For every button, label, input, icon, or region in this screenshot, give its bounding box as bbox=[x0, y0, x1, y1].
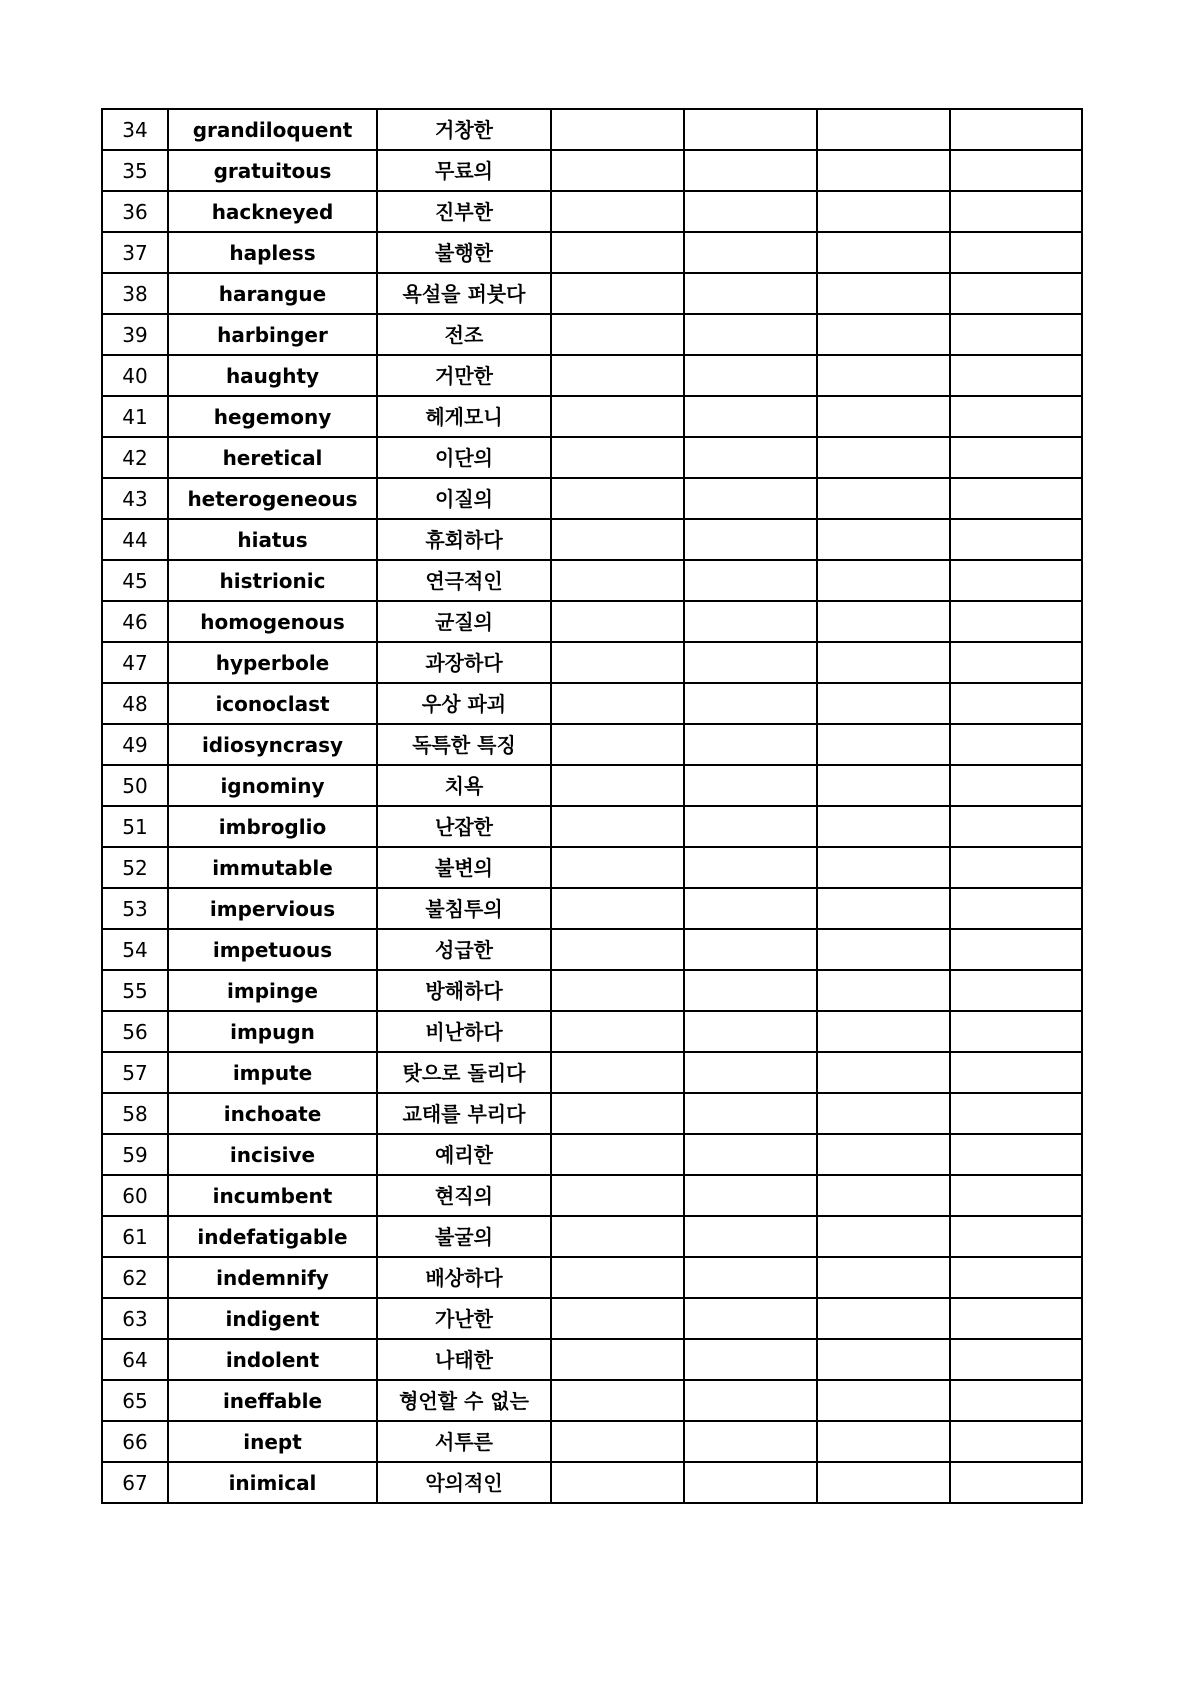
english-word-cell: idiosyncrasy bbox=[168, 724, 377, 765]
blank-practice-cell-2 bbox=[684, 109, 817, 150]
table-row bbox=[102, 1421, 1082, 1462]
table-row bbox=[102, 847, 1082, 888]
english-word-cell: impugn bbox=[168, 1011, 377, 1052]
korean-meaning-cell: 불변의 bbox=[377, 847, 551, 888]
blank-practice-cell-4 bbox=[950, 1462, 1082, 1503]
korean-meaning-cell: 불굴의 bbox=[377, 1216, 551, 1257]
blank-practice-cell-2 bbox=[684, 765, 817, 806]
blank-practice-cell-2 bbox=[684, 888, 817, 929]
blank-practice-cell-1 bbox=[551, 724, 684, 765]
blank-practice-cell-4 bbox=[950, 1011, 1082, 1052]
blank-practice-cell-1 bbox=[551, 1134, 684, 1175]
blank-practice-cell-1 bbox=[551, 314, 684, 355]
blank-practice-cell-1 bbox=[551, 1052, 684, 1093]
korean-meaning-cell: 성급한 bbox=[377, 929, 551, 970]
blank-practice-cell-1 bbox=[551, 1011, 684, 1052]
blank-practice-cell-2 bbox=[684, 1339, 817, 1380]
korean-meaning-cell: 독특한 특징 bbox=[377, 724, 551, 765]
table-row bbox=[102, 1380, 1082, 1421]
row-number-cell: 48 bbox=[102, 683, 168, 724]
korean-meaning-cell: 방해하다 bbox=[377, 970, 551, 1011]
blank-practice-cell-3 bbox=[817, 560, 950, 601]
blank-practice-cell-2 bbox=[684, 929, 817, 970]
korean-meaning-cell: 비난하다 bbox=[377, 1011, 551, 1052]
english-word-cell: homogenous bbox=[168, 601, 377, 642]
english-word-cell: hiatus bbox=[168, 519, 377, 560]
blank-practice-cell-4 bbox=[950, 437, 1082, 478]
row-number-cell: 56 bbox=[102, 1011, 168, 1052]
korean-meaning-cell: 형언할 수 없는 bbox=[377, 1380, 551, 1421]
table-row bbox=[102, 1011, 1082, 1052]
blank-practice-cell-3 bbox=[817, 1216, 950, 1257]
korean-meaning-cell: 균질의 bbox=[377, 601, 551, 642]
vocabulary-table bbox=[101, 108, 1083, 1504]
table-row bbox=[102, 1052, 1082, 1093]
blank-practice-cell-4 bbox=[950, 683, 1082, 724]
row-number-cell: 63 bbox=[102, 1298, 168, 1339]
english-word-cell: imbroglio bbox=[168, 806, 377, 847]
row-number-cell: 44 bbox=[102, 519, 168, 560]
row-number-cell: 45 bbox=[102, 560, 168, 601]
english-word-cell: heterogeneous bbox=[168, 478, 377, 519]
korean-meaning-cell: 연극적인 bbox=[377, 560, 551, 601]
blank-practice-cell-1 bbox=[551, 232, 684, 273]
blank-practice-cell-4 bbox=[950, 1134, 1082, 1175]
row-number-cell: 59 bbox=[102, 1134, 168, 1175]
row-number-cell: 62 bbox=[102, 1257, 168, 1298]
english-word-cell: ineffable bbox=[168, 1380, 377, 1421]
blank-practice-cell-2 bbox=[684, 806, 817, 847]
row-number-cell: 43 bbox=[102, 478, 168, 519]
blank-practice-cell-3 bbox=[817, 396, 950, 437]
row-number-cell: 66 bbox=[102, 1421, 168, 1462]
blank-practice-cell-1 bbox=[551, 601, 684, 642]
english-word-cell: heretical bbox=[168, 437, 377, 478]
blank-practice-cell-2 bbox=[684, 314, 817, 355]
table-row bbox=[102, 1298, 1082, 1339]
blank-practice-cell-3 bbox=[817, 806, 950, 847]
blank-practice-cell-2 bbox=[684, 1175, 817, 1216]
blank-practice-cell-4 bbox=[950, 929, 1082, 970]
row-number-cell: 39 bbox=[102, 314, 168, 355]
english-word-cell: incisive bbox=[168, 1134, 377, 1175]
table-row bbox=[102, 273, 1082, 314]
blank-practice-cell-4 bbox=[950, 1421, 1082, 1462]
blank-practice-cell-4 bbox=[950, 232, 1082, 273]
row-number-cell: 52 bbox=[102, 847, 168, 888]
blank-practice-cell-2 bbox=[684, 150, 817, 191]
table-row bbox=[102, 970, 1082, 1011]
english-word-cell: hackneyed bbox=[168, 191, 377, 232]
blank-practice-cell-4 bbox=[950, 1216, 1082, 1257]
blank-practice-cell-2 bbox=[684, 970, 817, 1011]
table-row bbox=[102, 806, 1082, 847]
blank-practice-cell-2 bbox=[684, 478, 817, 519]
korean-meaning-cell: 치욕 bbox=[377, 765, 551, 806]
korean-meaning-cell: 교태를 부리다 bbox=[377, 1093, 551, 1134]
blank-practice-cell-1 bbox=[551, 888, 684, 929]
blank-practice-cell-2 bbox=[684, 1093, 817, 1134]
korean-meaning-cell: 거창한 bbox=[377, 109, 551, 150]
blank-practice-cell-4 bbox=[950, 314, 1082, 355]
blank-practice-cell-3 bbox=[817, 1462, 950, 1503]
table-row bbox=[102, 1339, 1082, 1380]
blank-practice-cell-1 bbox=[551, 437, 684, 478]
table-row bbox=[102, 601, 1082, 642]
blank-practice-cell-1 bbox=[551, 1298, 684, 1339]
blank-practice-cell-3 bbox=[817, 232, 950, 273]
blank-practice-cell-3 bbox=[817, 1257, 950, 1298]
blank-practice-cell-4 bbox=[950, 1257, 1082, 1298]
korean-meaning-cell: 서투른 bbox=[377, 1421, 551, 1462]
english-word-cell: impetuous bbox=[168, 929, 377, 970]
blank-practice-cell-4 bbox=[950, 150, 1082, 191]
blank-practice-cell-4 bbox=[950, 765, 1082, 806]
table-row bbox=[102, 1093, 1082, 1134]
korean-meaning-cell: 가난한 bbox=[377, 1298, 551, 1339]
blank-practice-cell-1 bbox=[551, 929, 684, 970]
english-word-cell: inept bbox=[168, 1421, 377, 1462]
row-number-cell: 58 bbox=[102, 1093, 168, 1134]
row-number-cell: 34 bbox=[102, 109, 168, 150]
blank-practice-cell-3 bbox=[817, 150, 950, 191]
blank-practice-cell-3 bbox=[817, 273, 950, 314]
table-row bbox=[102, 683, 1082, 724]
korean-meaning-cell: 난잡한 bbox=[377, 806, 551, 847]
blank-practice-cell-2 bbox=[684, 437, 817, 478]
blank-practice-cell-2 bbox=[684, 724, 817, 765]
english-word-cell: iconoclast bbox=[168, 683, 377, 724]
blank-practice-cell-4 bbox=[950, 560, 1082, 601]
blank-practice-cell-2 bbox=[684, 1298, 817, 1339]
blank-practice-cell-3 bbox=[817, 109, 950, 150]
blank-practice-cell-3 bbox=[817, 847, 950, 888]
blank-practice-cell-3 bbox=[817, 1421, 950, 1462]
blank-practice-cell-3 bbox=[817, 1380, 950, 1421]
english-word-cell: harangue bbox=[168, 273, 377, 314]
blank-practice-cell-4 bbox=[950, 806, 1082, 847]
table-row bbox=[102, 355, 1082, 396]
english-word-cell: impute bbox=[168, 1052, 377, 1093]
english-word-cell: histrionic bbox=[168, 560, 377, 601]
blank-practice-cell-1 bbox=[551, 847, 684, 888]
korean-meaning-cell: 우상 파괴 bbox=[377, 683, 551, 724]
blank-practice-cell-1 bbox=[551, 683, 684, 724]
blank-practice-cell-1 bbox=[551, 191, 684, 232]
blank-practice-cell-1 bbox=[551, 1093, 684, 1134]
korean-meaning-cell: 과장하다 bbox=[377, 642, 551, 683]
blank-practice-cell-1 bbox=[551, 1462, 684, 1503]
blank-practice-cell-3 bbox=[817, 683, 950, 724]
blank-practice-cell-1 bbox=[551, 355, 684, 396]
row-number-cell: 64 bbox=[102, 1339, 168, 1380]
blank-practice-cell-1 bbox=[551, 109, 684, 150]
blank-practice-cell-2 bbox=[684, 1257, 817, 1298]
blank-practice-cell-3 bbox=[817, 1298, 950, 1339]
korean-meaning-cell: 예리한 bbox=[377, 1134, 551, 1175]
english-word-cell: ignominy bbox=[168, 765, 377, 806]
blank-practice-cell-3 bbox=[817, 437, 950, 478]
english-word-cell: impinge bbox=[168, 970, 377, 1011]
korean-meaning-cell: 거만한 bbox=[377, 355, 551, 396]
korean-meaning-cell: 진부한 bbox=[377, 191, 551, 232]
blank-practice-cell-2 bbox=[684, 355, 817, 396]
blank-practice-cell-3 bbox=[817, 355, 950, 396]
row-number-cell: 42 bbox=[102, 437, 168, 478]
korean-meaning-cell: 휴회하다 bbox=[377, 519, 551, 560]
row-number-cell: 47 bbox=[102, 642, 168, 683]
english-word-cell: inimical bbox=[168, 1462, 377, 1503]
table-row bbox=[102, 109, 1082, 150]
english-word-cell: incumbent bbox=[168, 1175, 377, 1216]
blank-practice-cell-4 bbox=[950, 970, 1082, 1011]
blank-practice-cell-4 bbox=[950, 1093, 1082, 1134]
blank-practice-cell-1 bbox=[551, 1339, 684, 1380]
english-word-cell: hyperbole bbox=[168, 642, 377, 683]
blank-practice-cell-3 bbox=[817, 929, 950, 970]
english-word-cell: harbinger bbox=[168, 314, 377, 355]
blank-practice-cell-4 bbox=[950, 1175, 1082, 1216]
blank-practice-cell-1 bbox=[551, 478, 684, 519]
vocabulary-table-body bbox=[102, 109, 1082, 1503]
blank-practice-cell-4 bbox=[950, 109, 1082, 150]
blank-practice-cell-1 bbox=[551, 519, 684, 560]
table-row bbox=[102, 1175, 1082, 1216]
blank-practice-cell-3 bbox=[817, 519, 950, 560]
blank-practice-cell-4 bbox=[950, 191, 1082, 232]
blank-practice-cell-3 bbox=[817, 765, 950, 806]
table-row bbox=[102, 560, 1082, 601]
korean-meaning-cell: 불행한 bbox=[377, 232, 551, 273]
table-row bbox=[102, 191, 1082, 232]
english-word-cell: indolent bbox=[168, 1339, 377, 1380]
blank-practice-cell-4 bbox=[950, 724, 1082, 765]
table-row bbox=[102, 437, 1082, 478]
blank-practice-cell-4 bbox=[950, 888, 1082, 929]
blank-practice-cell-1 bbox=[551, 806, 684, 847]
blank-practice-cell-3 bbox=[817, 601, 950, 642]
blank-practice-cell-2 bbox=[684, 519, 817, 560]
english-word-cell: immutable bbox=[168, 847, 377, 888]
blank-practice-cell-1 bbox=[551, 765, 684, 806]
korean-meaning-cell: 무료의 bbox=[377, 150, 551, 191]
row-number-cell: 54 bbox=[102, 929, 168, 970]
table-row bbox=[102, 642, 1082, 683]
blank-practice-cell-4 bbox=[950, 1052, 1082, 1093]
blank-practice-cell-2 bbox=[684, 396, 817, 437]
blank-practice-cell-1 bbox=[551, 396, 684, 437]
korean-meaning-cell: 이질의 bbox=[377, 478, 551, 519]
korean-meaning-cell: 나태한 bbox=[377, 1339, 551, 1380]
table-row bbox=[102, 478, 1082, 519]
english-word-cell: indefatigable bbox=[168, 1216, 377, 1257]
blank-practice-cell-3 bbox=[817, 191, 950, 232]
korean-meaning-cell: 이단의 bbox=[377, 437, 551, 478]
blank-practice-cell-2 bbox=[684, 601, 817, 642]
table-row bbox=[102, 396, 1082, 437]
blank-practice-cell-4 bbox=[950, 1339, 1082, 1380]
table-row bbox=[102, 150, 1082, 191]
blank-practice-cell-3 bbox=[817, 1339, 950, 1380]
english-word-cell: indigent bbox=[168, 1298, 377, 1339]
blank-practice-cell-4 bbox=[950, 1298, 1082, 1339]
row-number-cell: 61 bbox=[102, 1216, 168, 1257]
table-row bbox=[102, 888, 1082, 929]
blank-practice-cell-2 bbox=[684, 683, 817, 724]
english-word-cell: hegemony bbox=[168, 396, 377, 437]
blank-practice-cell-3 bbox=[817, 1175, 950, 1216]
blank-practice-cell-4 bbox=[950, 273, 1082, 314]
blank-practice-cell-2 bbox=[684, 1011, 817, 1052]
blank-practice-cell-3 bbox=[817, 314, 950, 355]
korean-meaning-cell: 욕설을 퍼붓다 bbox=[377, 273, 551, 314]
english-word-cell: hapless bbox=[168, 232, 377, 273]
row-number-cell: 41 bbox=[102, 396, 168, 437]
blank-practice-cell-1 bbox=[551, 970, 684, 1011]
blank-practice-cell-4 bbox=[950, 519, 1082, 560]
row-number-cell: 65 bbox=[102, 1380, 168, 1421]
korean-meaning-cell: 전조 bbox=[377, 314, 551, 355]
english-word-cell: impervious bbox=[168, 888, 377, 929]
row-number-cell: 55 bbox=[102, 970, 168, 1011]
table-row bbox=[102, 929, 1082, 970]
row-number-cell: 50 bbox=[102, 765, 168, 806]
table-row bbox=[102, 1134, 1082, 1175]
row-number-cell: 60 bbox=[102, 1175, 168, 1216]
korean-meaning-cell: 불침투의 bbox=[377, 888, 551, 929]
blank-practice-cell-2 bbox=[684, 560, 817, 601]
row-number-cell: 51 bbox=[102, 806, 168, 847]
table-row bbox=[102, 1257, 1082, 1298]
blank-practice-cell-3 bbox=[817, 1011, 950, 1052]
blank-practice-cell-1 bbox=[551, 1175, 684, 1216]
table-row bbox=[102, 1216, 1082, 1257]
blank-practice-cell-1 bbox=[551, 560, 684, 601]
table-row bbox=[102, 314, 1082, 355]
table-row bbox=[102, 1462, 1082, 1503]
blank-practice-cell-4 bbox=[950, 1380, 1082, 1421]
korean-meaning-cell: 현직의 bbox=[377, 1175, 551, 1216]
blank-practice-cell-4 bbox=[950, 642, 1082, 683]
korean-meaning-cell: 헤게모니 bbox=[377, 396, 551, 437]
table-row bbox=[102, 519, 1082, 560]
row-number-cell: 40 bbox=[102, 355, 168, 396]
blank-practice-cell-1 bbox=[551, 1257, 684, 1298]
blank-practice-cell-3 bbox=[817, 724, 950, 765]
blank-practice-cell-1 bbox=[551, 273, 684, 314]
blank-practice-cell-2 bbox=[684, 1421, 817, 1462]
blank-practice-cell-4 bbox=[950, 396, 1082, 437]
blank-practice-cell-2 bbox=[684, 1462, 817, 1503]
english-word-cell: inchoate bbox=[168, 1093, 377, 1134]
row-number-cell: 38 bbox=[102, 273, 168, 314]
blank-practice-cell-2 bbox=[684, 232, 817, 273]
row-number-cell: 53 bbox=[102, 888, 168, 929]
blank-practice-cell-2 bbox=[684, 1380, 817, 1421]
table-row bbox=[102, 232, 1082, 273]
table-row bbox=[102, 724, 1082, 765]
blank-practice-cell-1 bbox=[551, 150, 684, 191]
row-number-cell: 36 bbox=[102, 191, 168, 232]
blank-practice-cell-4 bbox=[950, 601, 1082, 642]
blank-practice-cell-2 bbox=[684, 273, 817, 314]
table-row bbox=[102, 765, 1082, 806]
blank-practice-cell-3 bbox=[817, 1052, 950, 1093]
english-word-cell: grandiloquent bbox=[168, 109, 377, 150]
blank-practice-cell-1 bbox=[551, 1216, 684, 1257]
row-number-cell: 37 bbox=[102, 232, 168, 273]
blank-practice-cell-1 bbox=[551, 1421, 684, 1462]
english-word-cell: gratuitous bbox=[168, 150, 377, 191]
row-number-cell: 49 bbox=[102, 724, 168, 765]
blank-practice-cell-3 bbox=[817, 478, 950, 519]
blank-practice-cell-2 bbox=[684, 1134, 817, 1175]
blank-practice-cell-2 bbox=[684, 1052, 817, 1093]
blank-practice-cell-3 bbox=[817, 888, 950, 929]
blank-practice-cell-2 bbox=[684, 847, 817, 888]
blank-practice-cell-2 bbox=[684, 1216, 817, 1257]
blank-practice-cell-3 bbox=[817, 1093, 950, 1134]
english-word-cell: indemnify bbox=[168, 1257, 377, 1298]
blank-practice-cell-4 bbox=[950, 478, 1082, 519]
blank-practice-cell-3 bbox=[817, 1134, 950, 1175]
korean-meaning-cell: 탓으로 돌리다 bbox=[377, 1052, 551, 1093]
blank-practice-cell-2 bbox=[684, 642, 817, 683]
korean-meaning-cell: 악의적인 bbox=[377, 1462, 551, 1503]
blank-practice-cell-4 bbox=[950, 847, 1082, 888]
blank-practice-cell-1 bbox=[551, 642, 684, 683]
blank-practice-cell-2 bbox=[684, 191, 817, 232]
blank-practice-cell-1 bbox=[551, 1380, 684, 1421]
blank-practice-cell-3 bbox=[817, 970, 950, 1011]
korean-meaning-cell: 배상하다 bbox=[377, 1257, 551, 1298]
blank-practice-cell-3 bbox=[817, 642, 950, 683]
english-word-cell: haughty bbox=[168, 355, 377, 396]
row-number-cell: 67 bbox=[102, 1462, 168, 1503]
row-number-cell: 46 bbox=[102, 601, 168, 642]
row-number-cell: 35 bbox=[102, 150, 168, 191]
blank-practice-cell-4 bbox=[950, 355, 1082, 396]
row-number-cell: 57 bbox=[102, 1052, 168, 1093]
